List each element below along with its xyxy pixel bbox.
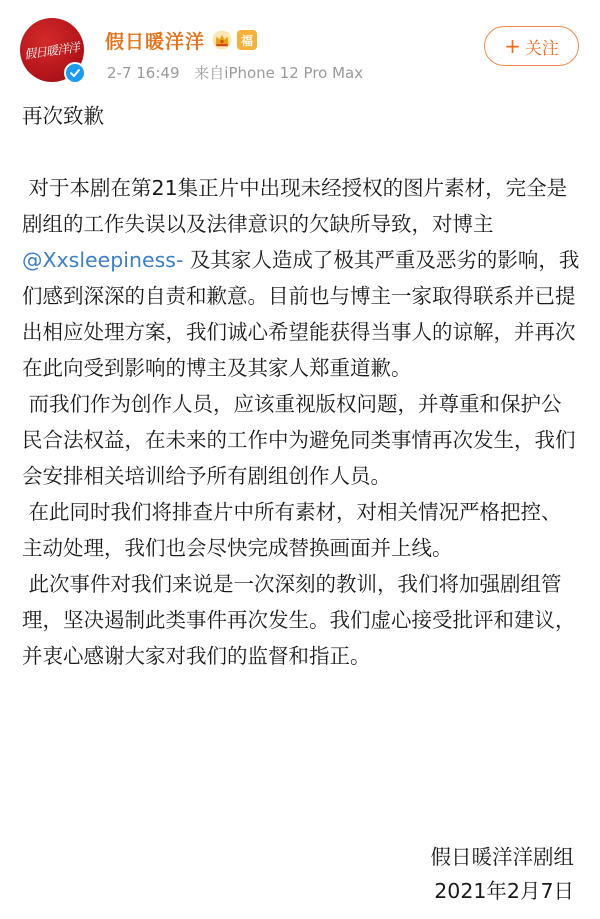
author-name-row bbox=[105, 26, 257, 54]
mention-link[interactable]: @Xxsleepiness- bbox=[22, 248, 184, 272]
plus-icon: + bbox=[504, 34, 521, 58]
verified-icon bbox=[64, 62, 86, 84]
follow-label: 关注 bbox=[524, 38, 559, 59]
signature-date: 2021年2月7日 bbox=[434, 879, 574, 903]
paragraph-4: 此次事件对我们来说是一次深刻的教训，我们将加强剧组管理，坚决遏制此类事件再次发生。我们虚心接受批评和建议，并衷心感谢大家对我们的监督和指正。 bbox=[22, 572, 576, 668]
follow-button[interactable] bbox=[484, 26, 579, 66]
post-time: 2-7 16:49 bbox=[107, 64, 180, 82]
paragraph-1 bbox=[22, 170, 582, 386]
post-meta bbox=[107, 62, 373, 83]
paragraph-1-part-b: 及其家人造成了极其严重及恶劣的影响，我们感到深深的自责和歉意。目前也与博主一家取得联系并已提出相应处理方案，我们诚心希望能获得当事人的谅解，并再次在此向受到影响的博主及其家人郑重道歉。 bbox=[22, 248, 580, 380]
paragraph-3: 在此同时我们将排查片中所有素材，对相关情况严格把控、主动处理，我们也会尽快完成替换画面并上线。 bbox=[22, 500, 562, 560]
fu-badge[interactable]: 福 bbox=[237, 30, 257, 50]
avatar-logo-text: 假日暖洋洋 bbox=[23, 39, 81, 62]
signature bbox=[431, 840, 575, 908]
post-source: 来自iPhone 12 Pro Max bbox=[194, 64, 364, 82]
post-title: 再次致歉 bbox=[22, 104, 104, 128]
paragraph-1-part-a: 对于本剧在第21集正片中出现未经授权的图片素材，完全是剧组的工作失误以及法律意识的欠缺所导致，对博主 bbox=[22, 176, 568, 236]
paragraph-2: 而我们作为创作人员，应该重视版权问题，并尊重和保护公民合法权益，在未来的工作中为避免同类事情再次发生，我们会安排相关培训给予所有剧组创作人员。 bbox=[22, 392, 576, 488]
post-header bbox=[0, 0, 600, 100]
post-body bbox=[22, 98, 582, 674]
signature-org: 假日暖洋洋剧组 bbox=[430, 845, 574, 869]
author-name[interactable]: 假日暖洋洋 bbox=[105, 30, 206, 53]
crown-icon[interactable] bbox=[211, 30, 233, 50]
